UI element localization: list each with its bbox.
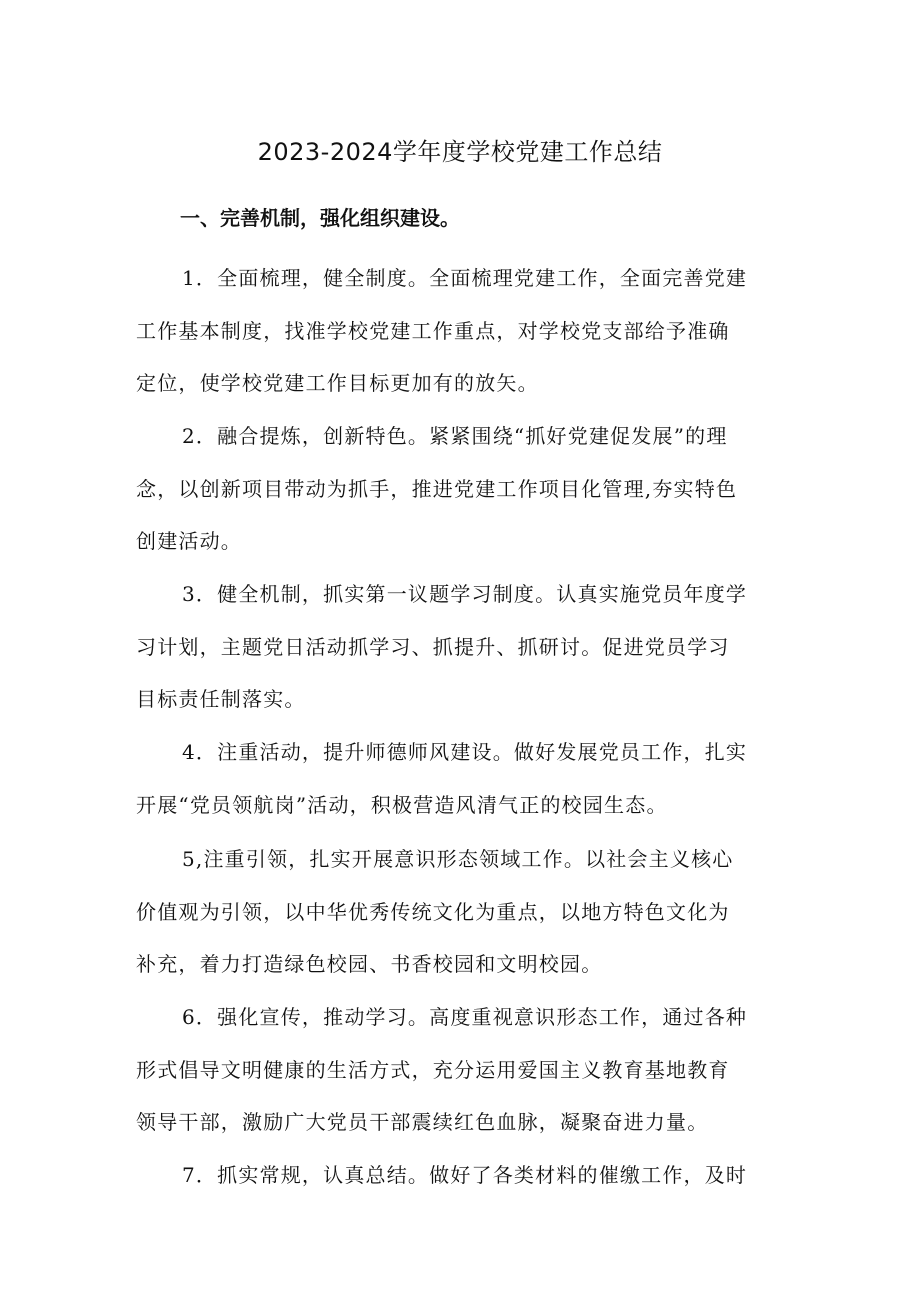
paragraph-line: 价值观为引领，以中华优秀传统文化为重点，以地方特色文化为 [136, 899, 730, 924]
paragraph-line: 开展“党员领航岗”活动，积极营造风清气正的校园生态。 [136, 792, 668, 817]
paragraph-line: 创建活动。 [136, 529, 242, 553]
section-heading: 一、完善机制，强化组织建设。 [180, 206, 460, 230]
paragraph-7 [136, 1149, 796, 1202]
paragraph-line: 2．融合提炼，创新特色。紧紧围绕“抓好党建促发展”的理 [182, 424, 728, 448]
paragraph-line: 补充，着力打造绿色校园、书香校园和文明校园。 [136, 952, 603, 976]
paragraph-line: 4．注重活动，提升师德师风建设。做好发展党员工作，扎实 [182, 740, 748, 764]
paragraph-line: 形式倡导文明健康的生活方式，充分运用爱国主义教育基地教育 [136, 1057, 730, 1082]
paragraph-line: 定位，使学校党建工作目标更加有的放矢。 [136, 371, 539, 395]
paragraph-6 [136, 991, 796, 1149]
paragraph-line: 念，以创新项目带动为抓手，推进党建工作项目化管理,夯实特色 [136, 476, 738, 501]
paragraph-line: 6．强化宣传，推动学习。高度重视意识形态工作，通过各种 [182, 1005, 748, 1029]
document-title: 2023-2024学年度学校党建工作总结 [257, 138, 663, 166]
paragraph-line: 5,注重引领，扎实开展意识形态领域工作。以社会主义核心 [182, 847, 734, 871]
paragraph-5 [136, 833, 796, 991]
paragraph-2 [136, 410, 796, 568]
paragraph-line: 目标责任制落实。 [136, 687, 306, 711]
paragraph-line: 3．健全机制，抓实第一议题学习制度。认真实施党员年度学 [182, 582, 748, 606]
paragraph-line: 习计划，主题党日活动抓学习、抓提升、抓研讨。促进党员学习 [136, 634, 730, 659]
paragraph-line: 7．抓实常规，认真总结。做好了各类材料的催缴工作，及时 [182, 1163, 748, 1187]
paragraph-1 [136, 252, 796, 410]
paragraph-3 [136, 568, 796, 726]
paragraph-line: 1．全面梳理，健全制度。全面梳理党建工作，全面完善党建 [182, 266, 748, 290]
paragraph-line: 领导干部，激励广大党员干部震续红色血脉，凝聚奋进力量。 [136, 1110, 709, 1134]
paragraph-4 [136, 726, 796, 831]
paragraph-line: 工作基本制度，找准学校党建工作重点，对学校党支部给予准确 [136, 318, 730, 343]
